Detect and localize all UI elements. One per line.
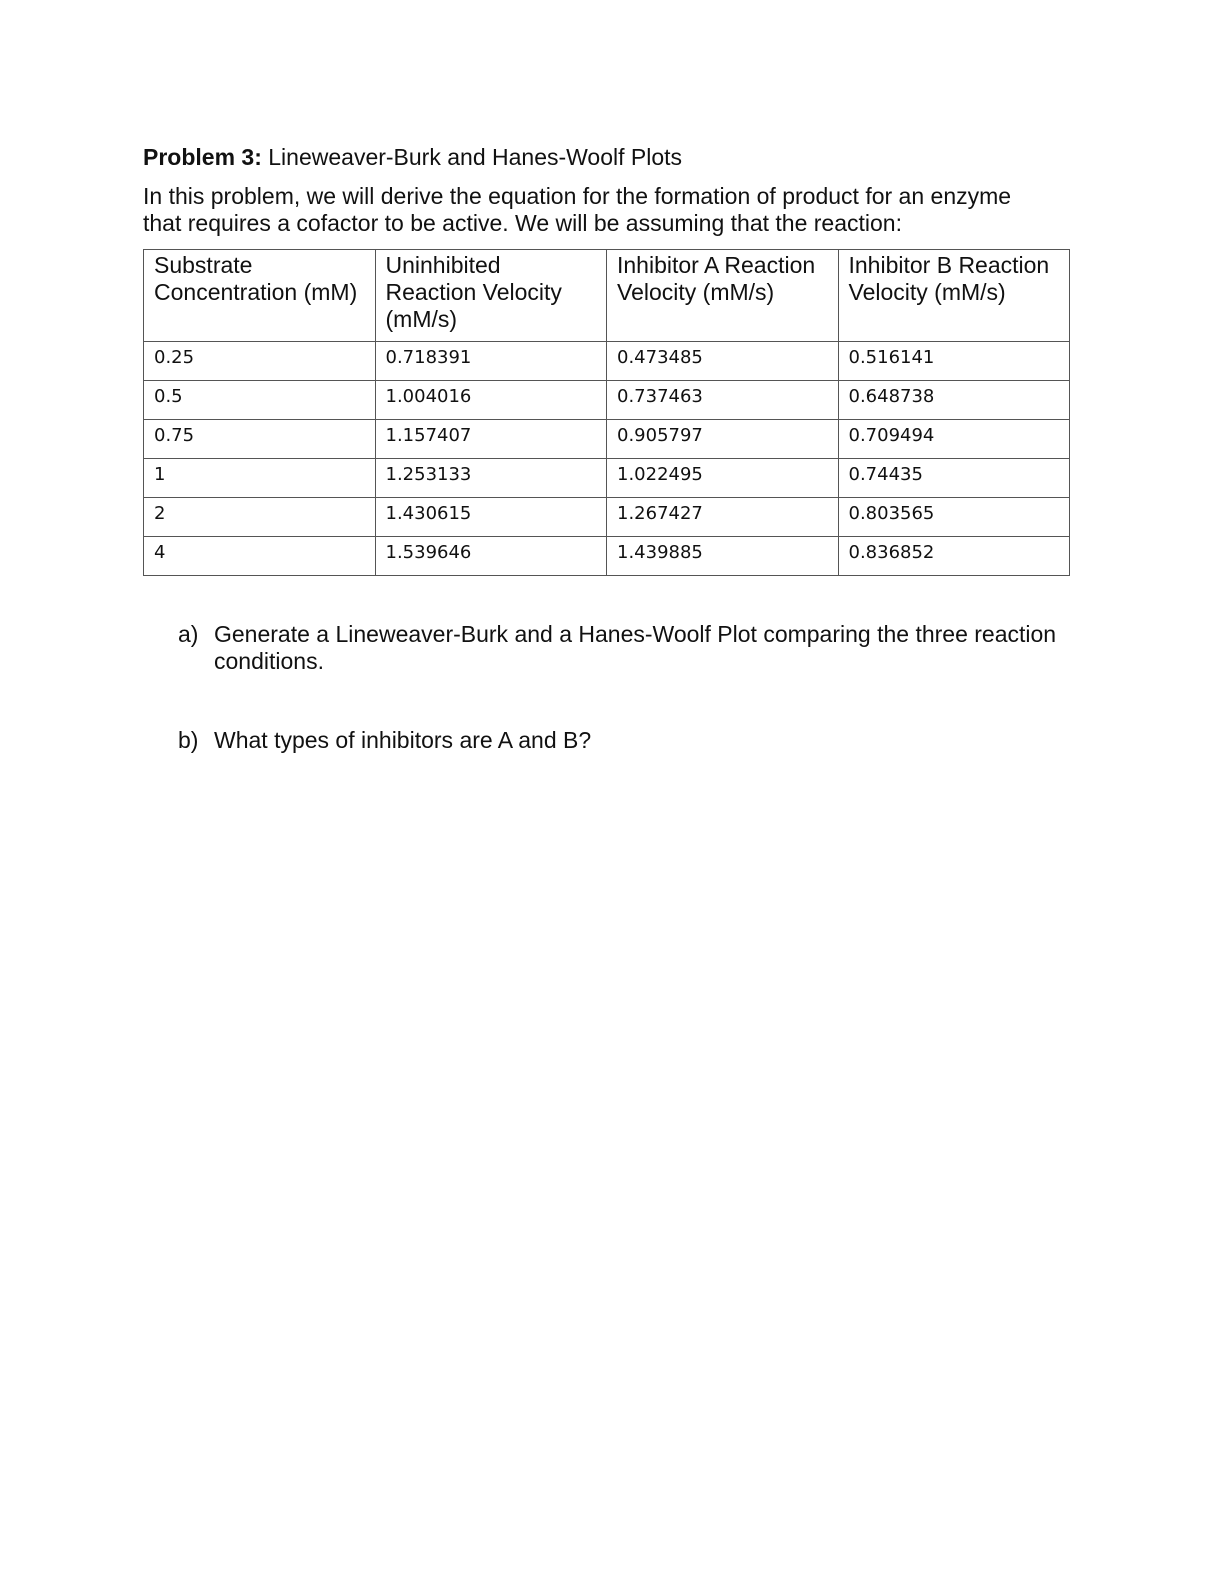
table-cell: 0.836852 (838, 537, 1070, 576)
table-row (144, 342, 1070, 381)
table-cell: 0.737463 (607, 381, 839, 420)
question-text: Generate a Lineweaver-Burk and a Hanes-Woolf Plot comparing the three reaction conditions. (214, 621, 1057, 674)
table-cell: 0.516141 (838, 342, 1070, 381)
intro-line-1: In this problem, we will derive the equation for the formation of product for an enzyme (143, 183, 1012, 209)
table-cell: 0.803565 (838, 498, 1070, 537)
question-letter: a) (178, 621, 199, 647)
table-cell: 1.430615 (375, 498, 607, 537)
table-cell: 1.539646 (375, 537, 607, 576)
table-row (144, 381, 1070, 420)
table-cell: 0.25 (144, 342, 376, 381)
table-cell: 0.74435 (838, 459, 1070, 498)
problem-label: Problem 3: (143, 144, 262, 170)
header-substrate: Substrate Concentration (mM) (144, 250, 376, 342)
table-row (144, 537, 1070, 576)
table-cell: 0.648738 (838, 381, 1070, 420)
table-cell: 1 (144, 459, 376, 498)
table-cell: 1.439885 (607, 537, 839, 576)
table-cell: 1.004016 (375, 381, 607, 420)
problem-heading (143, 143, 682, 171)
table-cell: 2 (144, 498, 376, 537)
question-a (178, 621, 1078, 675)
table-cell: 0.718391 (375, 342, 607, 381)
question-list (178, 621, 1078, 754)
question-text: What types of inhibitors are A and B? (214, 727, 592, 753)
table-cell: 0.905797 (607, 420, 839, 459)
header-inhibitor-a: Inhibitor A Reaction Velocity (mM/s) (607, 250, 839, 342)
problem-title: Lineweaver-Burk and Hanes-Woolf Plots (261, 144, 683, 170)
intro-paragraph (143, 183, 1083, 237)
table-cell: 1.253133 (375, 459, 607, 498)
table-header-row (144, 250, 1070, 342)
table-cell: 1.022495 (607, 459, 839, 498)
header-uninhibited: Uninhibited Reaction Velocity (mM/s) (375, 250, 607, 342)
table-cell: 0.709494 (838, 420, 1070, 459)
question-b (178, 727, 1078, 754)
table-row (144, 420, 1070, 459)
header-inhibitor-b: Inhibitor B Reaction Velocity (mM/s) (838, 250, 1070, 342)
table-cell: 1.267427 (607, 498, 839, 537)
table-cell: 0.5 (144, 381, 376, 420)
table-cell: 0.75 (144, 420, 376, 459)
intro-line-2: that requires a cofactor to be active. We will be assuming that the reaction: (143, 210, 902, 236)
table-row (144, 498, 1070, 537)
table-cell: 4 (144, 537, 376, 576)
question-letter: b) (178, 727, 199, 753)
table-row (144, 459, 1070, 498)
table-cell: 1.157407 (375, 420, 607, 459)
velocity-table (143, 249, 1070, 576)
table-cell: 0.473485 (607, 342, 839, 381)
